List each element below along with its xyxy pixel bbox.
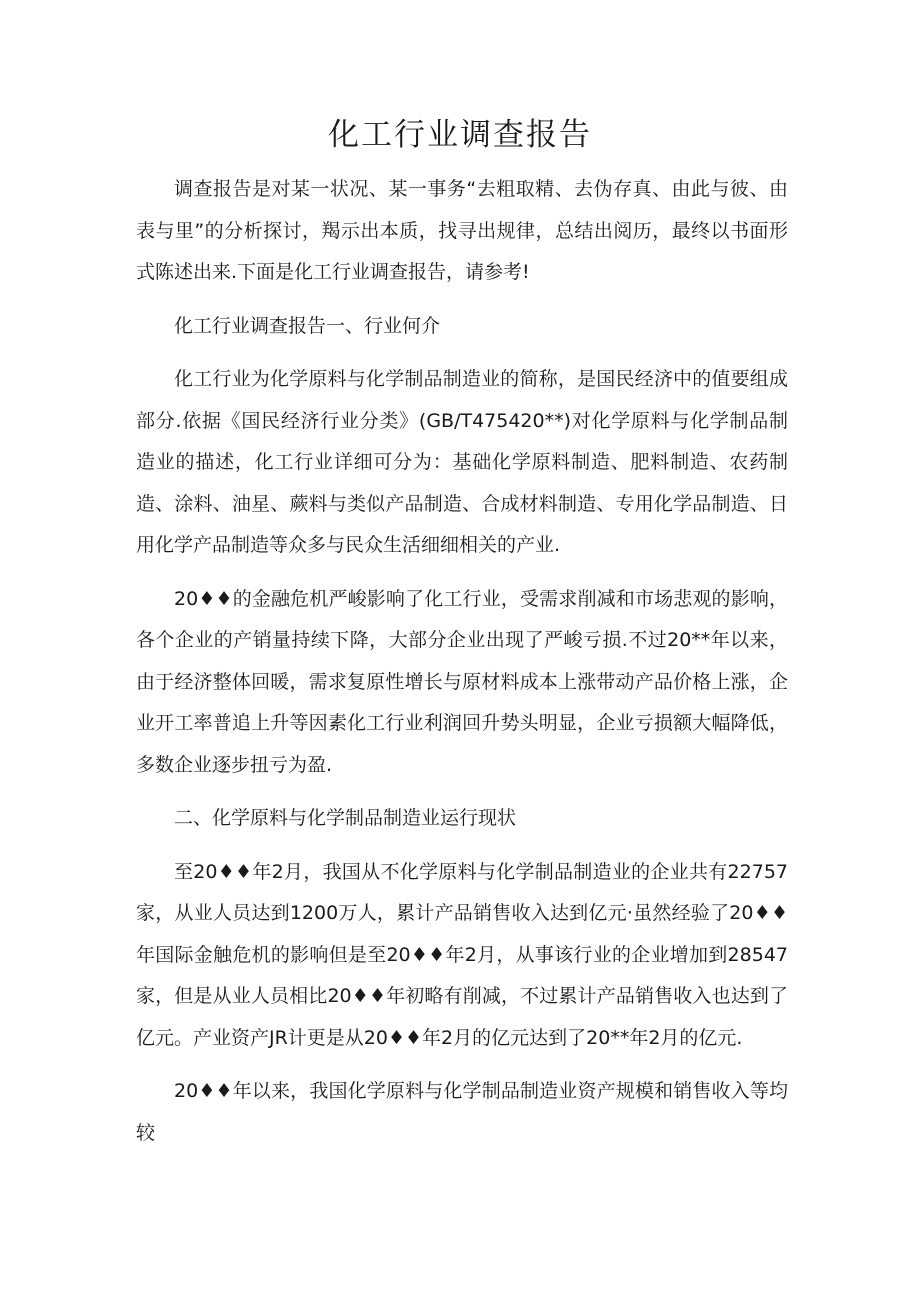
document-body xyxy=(136,169,788,1154)
industry-intro-paragraph: 化工行业为化学原料与化学制品制造业的简称，是国民经济中的值要组成部分.依据《国民经济行业分类》(GB/T475420**)对化学原料与化学制品制造业的描述，化工行业详细可分为：基础化学原料制造、肥料制造、农药制造、涂料、油星、蕨料与类似产品制造、合成材料制造、专用化学品制造、日用化学产品制造等众多与民众生活细细相关的产业. xyxy=(136,368,788,556)
status-paragraph: 至20♦♦年2月，我国从不化学原料与化学制品制造业的企业共有22757家，从业人员达到1200万人，累计产品销售收入达到亿元·虽然经验了20♦♦年国际金触危机的影响但是至20♦♦年2月，从事该行业的企业增加到28547家，但是从业人员相比20♦♦年初略有削减，不过累计产品销售收入也达到了亿元。产业资产JR计更是从20♦♦年2月的亿元达到了20**年2月的亿元. xyxy=(136,860,788,1049)
intro-paragraph: 调查报告是对某一状况、某一事务“去粗取精、去伪存真、由此与彼、由表与里”的分析探讨，羯示出本质，找寻出规律，总结出阅历，最终以书面形式陈述出来.下面是化工行业调查报告，请参考! xyxy=(136,178,788,283)
financial-crisis-paragraph: 20♦♦的金融危机严峻影响了化工行业，受需求削减和市场悲观的影响，各个企业的产销量持续下降，大部分企业出现了严峻亏损.不过20**年以来，由于经济整体回暖，需求复原性增长与原材料成本上涨带动产品价格上涨，企业开工率普追上升等因素化工行业利润回升势头明显，企业亏损额大幅降低，多数企业逐步扭亏为盈. xyxy=(136,587,788,776)
section-heading-2: 二、化学原料与化学制品制造业运行现状 xyxy=(174,807,517,829)
document-title: 化工行业调查报告 xyxy=(328,117,592,153)
trend-paragraph: 20♦♦年以来，我国化学原料与化学制品制造业资产规模和销售收入等均较 xyxy=(136,1080,788,1144)
section-heading-1: 化工行业调查报告一、行业何介 xyxy=(174,314,441,337)
